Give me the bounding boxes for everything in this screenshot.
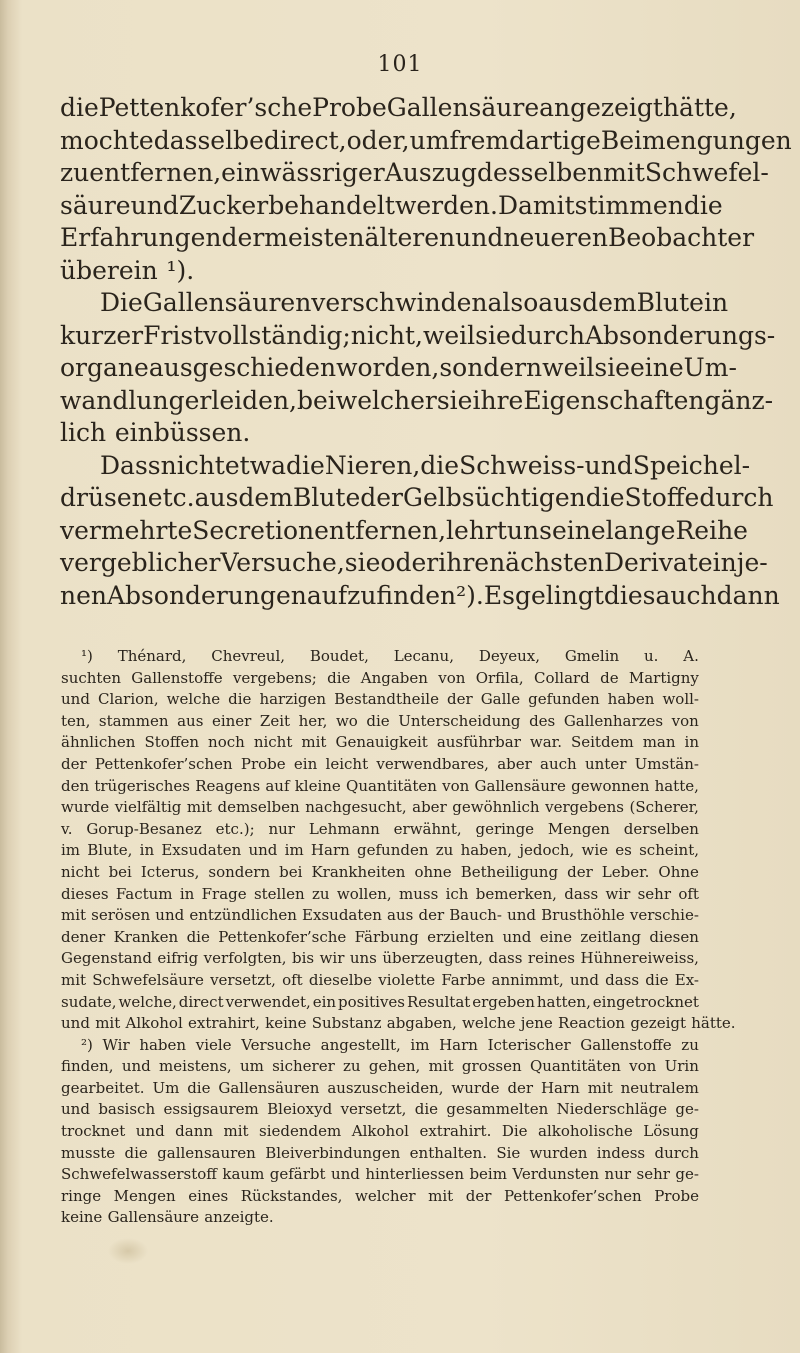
footnote-line: und mit Alkohol extrahirt, keine Substanz abgaben, welche jene Reaction gezeigt hätte. [61,1014,736,1033]
body-line: säure und Zucker behandelt werden. Damit stimmen die [60,190,723,220]
footnote-line: nicht bei Icterus, sondern bei Krankheiten ohne Betheiligung der Leber. Ohne [61,862,699,881]
body-line: überein ¹). [60,255,195,285]
footnote-line: keine Gallensäure anzeigte. [61,1208,274,1227]
body-line: vermehrte Secretion entfernen, lehrt uns eine lange Reihe [60,515,748,545]
body-line: Dass nicht etwa die Nieren, die Schweiss- und Speichel- [100,450,751,480]
footnote-line: musste die gallensauren Bleiverbindungen enthalten. Sie wurden indess durch [61,1143,699,1162]
footnote-line: wurde vielfältig mit demselben nachgesucht, aber gewöhnlich vergebens (Scherer, [61,798,699,817]
body-line: lich einbüssen. [60,418,251,447]
body-line: die Pettenkofer’sche Probe Gallensäure angezeigt hätte, [60,93,737,122]
footnote-line: ten, stammen aus einer Zeit her, wo die Unterscheidung des Gallenharzes von [61,711,699,730]
body-line: zu entfernen, ein wässriger Auszug desselben mit Schwefel- [60,158,769,187]
footnote-line: der Pettenkofer’schen Probe ein leicht verwendbares, aber auch unter Umstän- [61,754,699,773]
footnote-line: ringe Mengen eines Rückstandes, welcher mit der Pettenkofer’schen Probe [61,1186,699,1205]
footnotes [61,646,736,1229]
body-line: vergeblicher Versuche, sie oder ihre nächsten Derivate in je- [60,548,768,577]
footnote-line: und Clarion, welche die harzigen Bestandtheile der Galle gefunden haben woll- [61,690,699,709]
footnote-line: trocknet und dann mit siedendem Alkohol extrahirt. Die alkoholische Lösung [61,1122,699,1141]
footnote-line: mit serösen und entzündlichen Exsudaten aus der Bauch- und Brusthöhle verschie- [61,906,699,925]
footnote-line: sudate, welche, direct verwendet, ein positives Resultat ergeben hatten, eingetrocknet [61,992,699,1011]
footnote-line: dener Kranken die Pettenkofer’sche Färbung erzielten und eine zeitlang diesen [61,927,699,946]
paper-stain [108,1238,148,1264]
footnote-line: Gegenstand eifrig verfolgten, bis wir uns überzeugten, dass reines Hühnereiweiss, [61,949,699,968]
footnote-line: suchten Gallenstoffe vergebens; die Angaben von Orfila, Collard de Martigny [61,668,699,687]
body-line: Erfahrungen der meisten älteren und neueren Beobachter [60,223,755,252]
footnote-line: Schwefelwasserstoff kaum gefärbt und hinterliessen beim Verdunsten nur sehr ge- [61,1165,699,1184]
footnote-line: ²) Wir haben viele Versuche angestellt, im Harn Icterischer Gallenstoffe zu [81,1035,699,1054]
footnote-line: mit Schwefelsäure versetzt, oft dieselbe violette Farbe annimmt, und dass die Ex- [61,970,699,989]
body-line: Die Gallensäuren verschwinden also aus dem Blute in [100,288,729,317]
body-line: mochte dasselbe direct, oder, um fremdartige Beimengungen [60,125,792,155]
body-line: nen Absonderungen aufzufinden ²). Es gelingt dies auch dann [60,580,780,610]
footnote-line: gearbeitet. Um die Gallensäuren auszuscheiden, wurde der Harn mit neutralem [61,1078,699,1097]
footnote-line: v. Gorup-Besanez etc.); nur Lehmann erwähnt, geringe Mengen derselben [61,819,699,838]
footnote-line: den trügerisches Reagens auf kleine Quantitäten von Gallensäure gewonnen hatte, [61,776,699,795]
body-line: drüsen etc. aus dem Blute der Gelbsüchtigen die Stoffe durch [60,483,774,512]
footnote-line: dieses Factum in Frage stellen zu wollen, muss ich bemerken, dass wir sehr oft [61,884,699,903]
body-line: kurzer Frist vollständig; nicht, weil sie durch Absonderungs- [60,320,776,350]
body-line: organe ausgeschieden worden, sondern weil sie eine Um- [60,353,737,382]
page-number: 101 [377,52,423,77]
footnote-line: ähnlichen Stoffen noch nicht mit Genauigkeit ausführbar war. Seitdem man in [61,733,699,752]
body-text [60,92,792,612]
footnote-line: im Blute, in Exsudaten und im Harn gefunden zu haben, jedoch, wie es scheint, [61,841,699,860]
body-line: wandlung erleiden, bei welcher sie ihre Eigenschaften gänz- [60,385,774,415]
footnote-line: und basisch essigsaurem Bleioxyd versetzt, die gesammelten Niederschläge ge- [61,1100,699,1119]
footnote-line: finden, und meistens, um sicherer zu gehen, mit grossen Quantitäten von Urin [61,1057,699,1076]
footnote-line: ¹) Thénard, Chevreul, Boudet, Lecanu, Deyeux, Gmelin u. A. [81,647,699,665]
